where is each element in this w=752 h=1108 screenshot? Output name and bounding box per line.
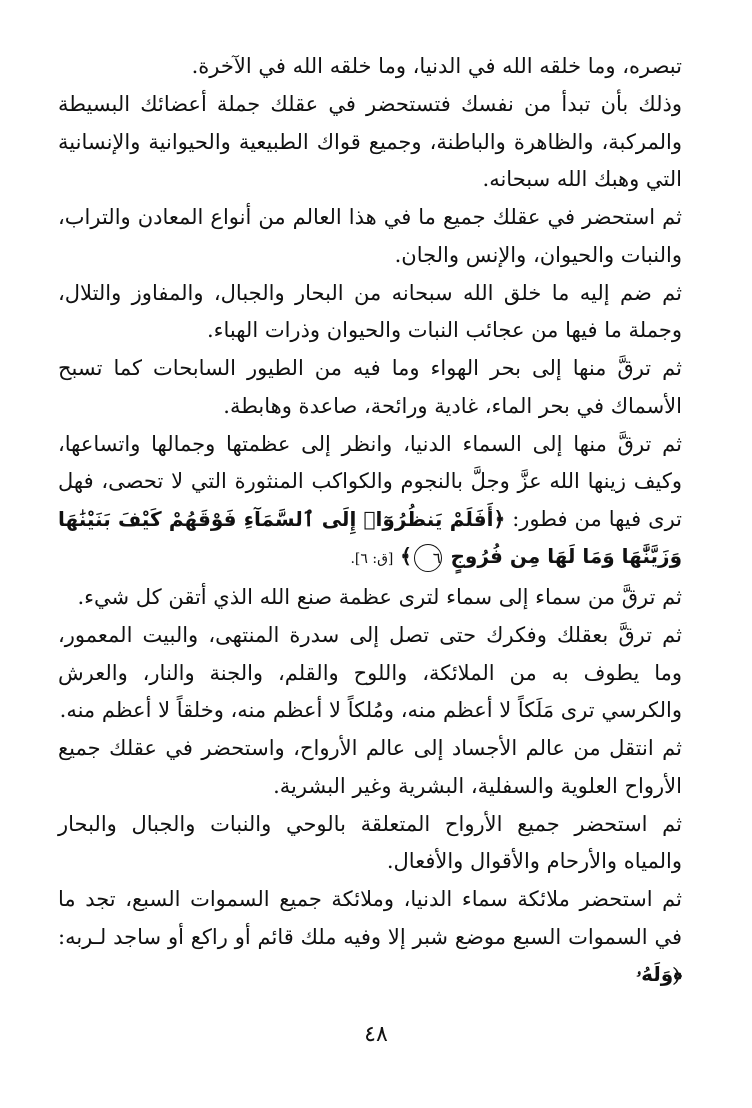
paragraph <box>58 199 682 274</box>
quran-close-bracket: ﴾ <box>400 544 412 568</box>
paragraph <box>58 730 682 805</box>
paragraph <box>58 579 682 617</box>
paragraph-text: ثم انتقل من عالم الأجساد إلى عالم الأرواح، واستحضر في عقلك جميع الأرواح العلوية والسفلية، البشرية وغير البشرية. <box>58 736 682 798</box>
paragraph-text: ثم استحضر جميع الأرواح المتعلقة بالوحي والنبات والجبال والبحار والمياه والأرحام والأقوال والأفعال. <box>58 811 682 873</box>
paragraph-text: ثم ترقَّ بعقلك وفكرك حتى تصل إلى سدرة المنتهى، والبيت المعمور، وما يطوف به من الملائكة، واللوح والقلم، والجنة والنار، والعرش والكرسي ترى مَلَكاً لا أعظم منه، ومُلكاً لا أعظم منه، وخلقاً لا أعظم منه. <box>58 623 682 722</box>
paragraph-text: وذلك بأن تبدأ من نفسك فتستحضر في عقلك جملة أعضائك البسيطة والمركبة، والظاهرة والباطنة، وجميع قواك الطبيعية والحيوانية والإنسانية التي وهبك الله سبحانه. <box>58 92 682 191</box>
ayah-number-marker: ٦ <box>414 544 442 572</box>
page-body <box>58 48 682 994</box>
quran-verse: ﴿أَفَلَمْ يَنظُرُوٓا۟ إِلَى ٱلسَّمَآءِ فَوْقَهُمْ كَيْفَ بَنَيْنَٰهَا وَزَيَّنَّٰهَا وَمَا لَهَا مِن فُرُوجٍ <box>58 506 682 568</box>
paragraph <box>58 617 682 730</box>
paragraph-with-verse <box>58 881 682 994</box>
paragraph-text: تبصره، وما خلقه الله في الدنيا، وما خلقه الله في الآخرة. <box>191 54 682 78</box>
paragraph <box>58 48 682 86</box>
page-number: ٤٨ <box>364 1022 388 1047</box>
paragraph-text: ثم ضم إليه ما خلق الله سبحانه من البحار والجبال، والمفاوز والتلال، وجملة ما فيها من عجائب النبات والحيوان وذرات الهباء. <box>58 280 682 342</box>
paragraph-with-verse <box>58 426 682 579</box>
quran-verse: ﴿وَلَهُۥ <box>636 962 682 986</box>
paragraph-text: ثم ترقَّ منها إلى السماء الدنيا، وانظر إلى عظمتها وجمالها واتساعها، وكيف زينها الله عزَّ وجلَّ بالنجوم والكواكب المنثورة التي لا تحصى، فهل ترى فيها من فطور: <box>58 431 682 531</box>
paragraph-text: ثم استحضر في عقلك جميع ما في هذا العالم من أنواع المعادن والتراب، والنبات والحيوان، والإنس والجان. <box>58 205 682 267</box>
paragraph <box>58 806 682 881</box>
paragraph-text: ثم استحضر ملائكة سماء الدنيا، وملائكة جميع السموات السبع، تجد ما في السموات السبع موضع شبر إلا وفيه ملك قائم أو راكع أو ساجد لـربه: <box>58 887 682 949</box>
verse-reference: [ق: ٦]. <box>350 551 394 567</box>
paragraph <box>58 350 682 425</box>
paragraph <box>58 275 682 350</box>
paragraph-text: ثم ترقَّ من سماء إلى سماء لترى عظمة صنع الله الذي أتقن كل شيء. <box>77 585 682 609</box>
paragraph-text: ثم ترقَّ منها إلى بحر الهواء وما فيه من الطيور السابحات كما تسبح الأسماك في بحر الماء، غادية ورائحة، صاعدة وهابطة. <box>58 356 682 418</box>
paragraph <box>58 86 682 199</box>
